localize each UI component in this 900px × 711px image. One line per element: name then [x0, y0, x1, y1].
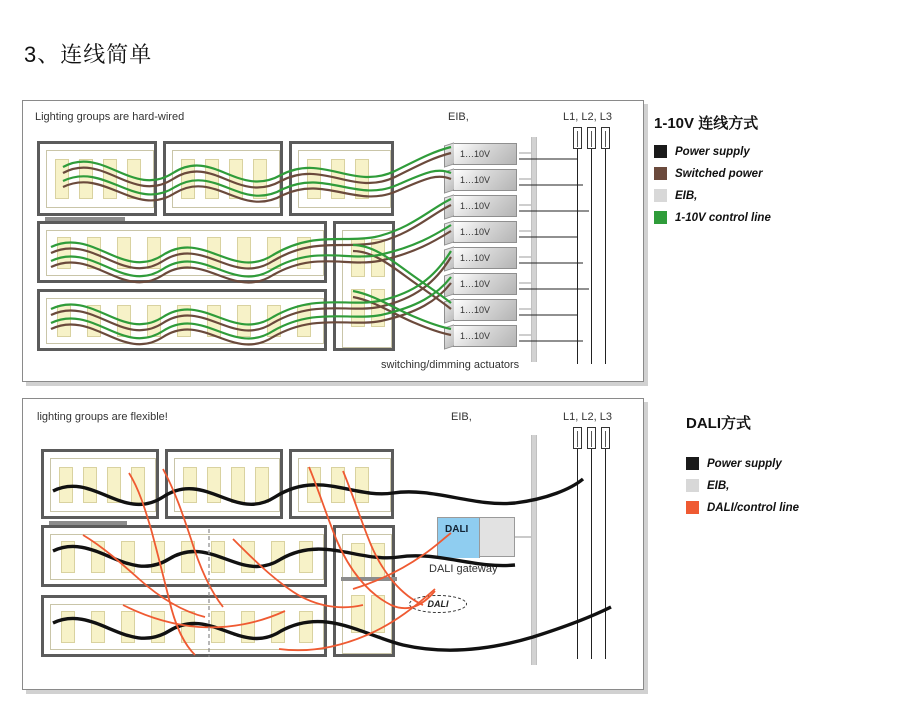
diagram-bottom-bus-label: EIB,: [451, 411, 472, 423]
fixture-row: [174, 458, 280, 512]
breaker-icon: [573, 127, 582, 149]
actuator-block: 1…10V: [453, 221, 517, 243]
fixture-row: [46, 150, 154, 208]
diagram-bottom-caption: lighting groups are flexible!: [37, 411, 168, 423]
legend-1-10v: [654, 112, 771, 233]
legend-item: [654, 189, 771, 202]
mains-line: [577, 149, 578, 364]
mains-line: [577, 449, 578, 659]
legend-swatch: [654, 167, 667, 180]
fixture-row: [342, 534, 392, 654]
mains-line: [605, 449, 606, 659]
room-block: [289, 141, 394, 216]
legend-label: Power supply: [707, 457, 782, 470]
diagram-panel-1-10v: [22, 100, 644, 382]
room-block: [333, 525, 395, 657]
legend-label: DALI/control line: [707, 501, 799, 514]
dali-gateway-title: DALI: [445, 524, 469, 535]
breaker-icon: [573, 427, 582, 449]
room-block: [37, 221, 327, 283]
dali-gateway: [437, 517, 515, 557]
diagram-top-mains-label: L1, L2, L3: [563, 111, 612, 123]
diagram-panel-dali: [22, 398, 644, 690]
breaker-icon: [601, 427, 610, 449]
dali-badge: [409, 595, 467, 613]
legend-label: Power supply: [675, 145, 750, 158]
page-title: 3、连线简单: [24, 42, 153, 67]
diagram-top-bus-label: EIB,: [448, 111, 469, 123]
legend-label: EIB,: [707, 479, 730, 492]
room-block: [41, 595, 327, 657]
fixture-row: [50, 458, 156, 512]
legend-item: [686, 457, 799, 470]
legend-swatch: [654, 211, 667, 224]
diagram-top-inner: [23, 101, 643, 381]
mains-line: [605, 149, 606, 364]
dali-gateway-face: [438, 518, 480, 558]
fixture-row: [46, 230, 324, 276]
room-block: [333, 221, 395, 351]
breaker-icon: [601, 127, 610, 149]
fixture-row: [50, 534, 324, 580]
legend-item: [654, 211, 771, 224]
legend-dali: [686, 412, 799, 523]
legend-label: Switched power: [675, 167, 763, 180]
actuator-block: 1…10V: [453, 299, 517, 321]
diagram-top-footer-label: switching/dimming actuators: [381, 359, 520, 371]
dali-gateway-caption: DALI gateway: [429, 563, 498, 575]
dali-badge-label: DALI: [427, 599, 449, 609]
legend-item: [686, 479, 799, 492]
legend-swatch: [686, 457, 699, 470]
mains-line: [591, 149, 592, 364]
diagram-top-caption: Lighting groups are hard-wired: [35, 111, 185, 123]
actuator-block: 1…10V: [453, 247, 517, 269]
fixture-row: [46, 298, 324, 344]
legend-item: [686, 501, 799, 514]
eib-bus-line: [531, 137, 537, 362]
room-block: [165, 449, 283, 519]
legend-title: DALI方式: [686, 415, 751, 432]
legend-swatch: [654, 145, 667, 158]
fixture-row: [298, 458, 391, 512]
room-block: [41, 449, 159, 519]
eib-bus-line: [531, 435, 537, 665]
fixture-row: [342, 230, 392, 348]
legend-label: EIB,: [675, 189, 698, 202]
room-block: [37, 141, 157, 216]
wall-bar: [341, 577, 397, 581]
breaker-icon: [587, 427, 596, 449]
fixture-row: [172, 150, 280, 208]
fixture-row: [50, 604, 324, 650]
diagram-bottom-inner: [23, 399, 643, 689]
mains-line: [591, 449, 592, 659]
legend-label: 1-10V control line: [675, 211, 771, 224]
legend-item: [654, 167, 771, 180]
legend-swatch: [654, 189, 667, 202]
diagram-bottom-mains-label: L1, L2, L3: [563, 411, 612, 423]
actuator-block: 1…10V: [453, 143, 517, 165]
actuator-block: 1…10V: [453, 169, 517, 191]
actuator-block: 1…10V: [453, 325, 517, 347]
breaker-icon: [587, 127, 596, 149]
legend-item: [654, 145, 771, 158]
legend-title: 1-10V 连线方式: [654, 115, 759, 132]
room-block: [163, 141, 283, 216]
actuator-block: 1…10V: [453, 195, 517, 217]
legend-swatch: [686, 479, 699, 492]
room-block: [37, 289, 327, 351]
fixture-row: [298, 150, 391, 208]
room-block: [289, 449, 394, 519]
legend-swatch: [686, 501, 699, 514]
actuator-block: 1…10V: [453, 273, 517, 295]
room-block: [41, 525, 327, 587]
